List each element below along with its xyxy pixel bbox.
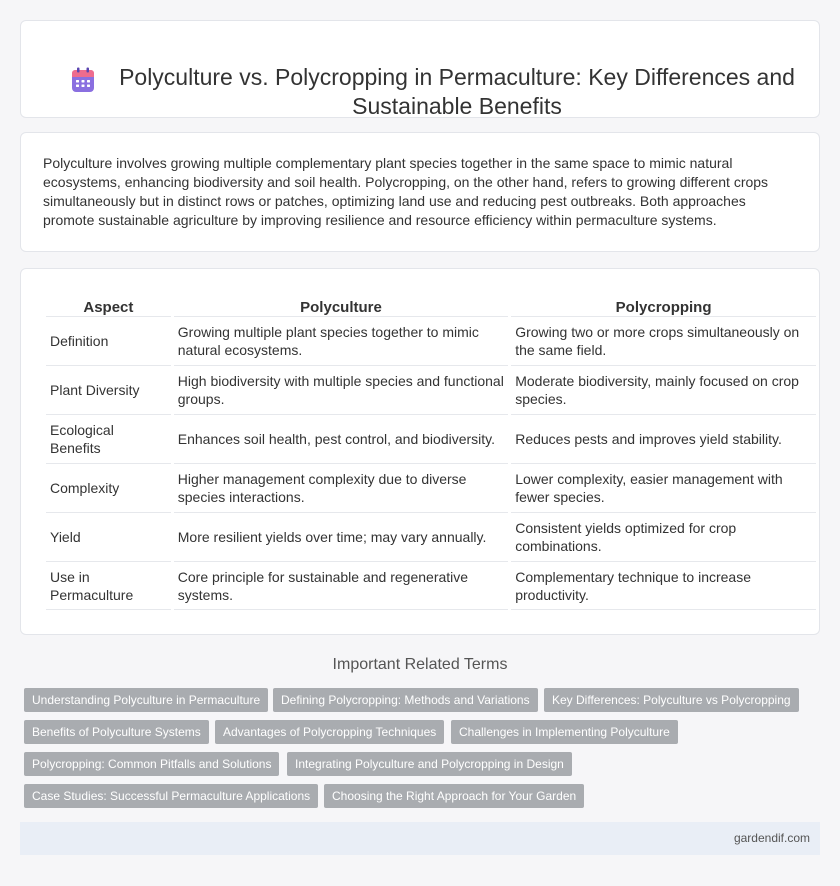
table-row: [46, 365, 816, 414]
related-term-tag[interactable]: Defining Polycropping: Methods and Variations: [273, 688, 538, 712]
table-cell-polyculture: More resilient yields over time; may vary annually.: [174, 512, 508, 561]
related-term-tag[interactable]: Understanding Polyculture in Permaculture: [24, 688, 268, 712]
related-term-tag[interactable]: Advantages of Polycropping Techniques: [215, 720, 444, 744]
related-term-tag[interactable]: Challenges in Implementing Polyculture: [451, 720, 678, 744]
comparison-table: [43, 296, 819, 610]
table-row: [46, 316, 816, 365]
table-cell-polycropping: Reduces pests and improves yield stability.: [511, 414, 816, 463]
table-cell-polyculture: Core principle for sustainable and regenerative systems.: [174, 561, 508, 610]
table-cell-aspect: Use in Permaculture: [46, 561, 171, 610]
footer-site-link[interactable]: gardendif.com: [733, 831, 810, 845]
table-cell-aspect: Plant Diversity: [46, 365, 171, 414]
table-row: [46, 463, 816, 512]
table-row: [46, 561, 816, 610]
table-cell-polycropping: Growing two or more crops simultaneously on the same field.: [511, 316, 816, 365]
table-cell-polycropping: Lower complexity, easier management with fewer species.: [511, 463, 816, 512]
related-term-tag[interactable]: Benefits of Polyculture Systems: [24, 720, 209, 744]
table-header-row: [46, 296, 816, 316]
page-title: Polyculture vs. Polycropping in Permaculture: Key Differences and Sustainable Benefits: [119, 64, 795, 119]
related-term-tag[interactable]: Case Studies: Successful Permaculture Applications: [24, 784, 318, 808]
calendar-grid-icon: [71, 67, 95, 93]
related-terms-heading: Important Related Terms: [332, 656, 508, 673]
intro-paragraph: Polyculture involves growing multiple complementary plant species together in the same space to mimic natural ecosystems, enhancing biodiversity and soil health. Polycropping, on the other hand, refers to growing different crops simultaneously but in distinct rows or patches, optimizing land use and reducing pest outbreaks. Both approaches promote sustainable agriculture by improving resilience and resource efficiency within permaculture systems.: [43, 155, 769, 228]
footer: [20, 822, 820, 855]
table-cell-polycropping: Complementary technique to increase productivity.: [511, 561, 816, 610]
table-cell-polyculture: Growing multiple plant species together to mimic natural ecosystems.: [174, 316, 508, 365]
table-cell-polyculture: Enhances soil health, pest control, and biodiversity.: [174, 414, 508, 463]
table-cell-aspect: Complexity: [46, 463, 171, 512]
intro-card: [20, 132, 820, 252]
column-header-polyculture: Polyculture: [300, 299, 382, 316]
related-term-tag[interactable]: Key Differences: Polyculture vs Polycropping: [544, 688, 799, 712]
table-cell-polycropping: Consistent yields optimized for crop combinations.: [511, 512, 816, 561]
table-cell-aspect: Yield: [46, 512, 171, 561]
column-header-aspect: Aspect: [83, 299, 134, 316]
table-cell-polyculture: High biodiversity with multiple species and functional groups.: [174, 365, 508, 414]
table-cell-polyculture: Higher management complexity due to diverse species interactions.: [174, 463, 508, 512]
table-cell-polycropping: Moderate biodiversity, mainly focused on crop species.: [511, 365, 816, 414]
column-header-polycropping: Polycropping: [615, 299, 712, 316]
table-cell-aspect: Ecological Benefits: [46, 414, 171, 463]
table-cell-aspect: Definition: [46, 316, 171, 365]
related-term-tag[interactable]: Choosing the Right Approach for Your Garden: [324, 784, 584, 808]
table-row: [46, 414, 816, 463]
table-row: [46, 512, 816, 561]
comparison-card: [20, 268, 820, 635]
header-card: [20, 20, 820, 118]
related-term-tag[interactable]: Integrating Polyculture and Polycropping in Design: [287, 752, 572, 776]
related-term-tag[interactable]: Polycropping: Common Pitfalls and Solutions: [24, 752, 279, 776]
